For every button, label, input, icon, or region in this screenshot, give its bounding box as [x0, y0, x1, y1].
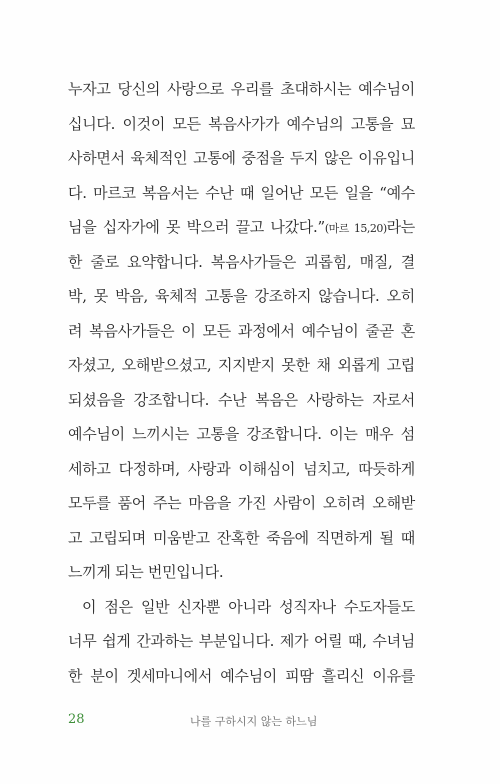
text-line: 모두를 품어 주는 마음을 가진 사람이 오히려 오해받 [68, 494, 415, 512]
text-line: 한 줄로 요약합니다. 복음사가들은 괴롭힘, 매질, 결 [68, 252, 415, 271]
text-line: 고 고립되며 미움받고 잔혹한 죽음에 직면하게 될 때 [68, 528, 415, 547]
text-line: 박, 못 박음, 육체적 고통을 강조하지 않습니다. 오히 [68, 287, 415, 305]
body-text [68, 72, 415, 693]
quote-suffix: 라는 [386, 218, 415, 236]
paragraph-end-line: 느끼게 되는 번민입니다. [68, 563, 224, 581]
text-line: 세하고 다정하며, 사랑과 이해심이 넘치고, 따듯하게 [68, 459, 415, 478]
text-line-quote [68, 210, 415, 245]
text-line: 다. 마르코 복음서는 수난 때 일어난 모든 일을 “예수 [68, 183, 415, 202]
page-footer [0, 712, 500, 736]
text-line: 누자고 당신의 사랑으로 우리를 초대하시는 예수님이 [68, 80, 415, 98]
text-line: 되셨음을 강조합니다. 수난 복음은 사랑하는 자로서 [68, 390, 415, 409]
text-line: 사하면서 육체적인 고통에 중점을 두지 않은 이유입니 [68, 149, 415, 167]
running-title: 나를 구하시지 않는 하느님 [190, 715, 318, 728]
text-line: 예수님이 느끼시는 고통을 강조합니다. 이는 매우 섬 [68, 425, 415, 443]
text-line: 자셨고, 오해받으셨고, 지지받지 못한 채 외롭게 고립 [68, 356, 415, 374]
paragraph-start-line: 이 점은 일반 신자뿐 아니라 성직자나 수도자들도 [82, 597, 415, 616]
text-line: 한 분이 겟세마니에서 예수님이 피땀 흘리신 이유를 [68, 666, 415, 685]
text-line: 십니다. 이것이 모든 복음사가가 예수님의 고통을 묘 [68, 114, 415, 133]
quote-text: 님을 십자가에 못 박으러 끌고 나갔다.” [68, 218, 325, 236]
bible-reference: (마르 15,20) [324, 222, 387, 235]
text-line: 려 복음사가들은 이 모든 과정에서 예수님이 줄곧 혼 [68, 321, 415, 340]
page-number: 28 [68, 712, 85, 727]
text-line: 너무 쉽게 간과하는 부분입니다. 제가 어릴 때, 수녀님 [68, 632, 415, 650]
